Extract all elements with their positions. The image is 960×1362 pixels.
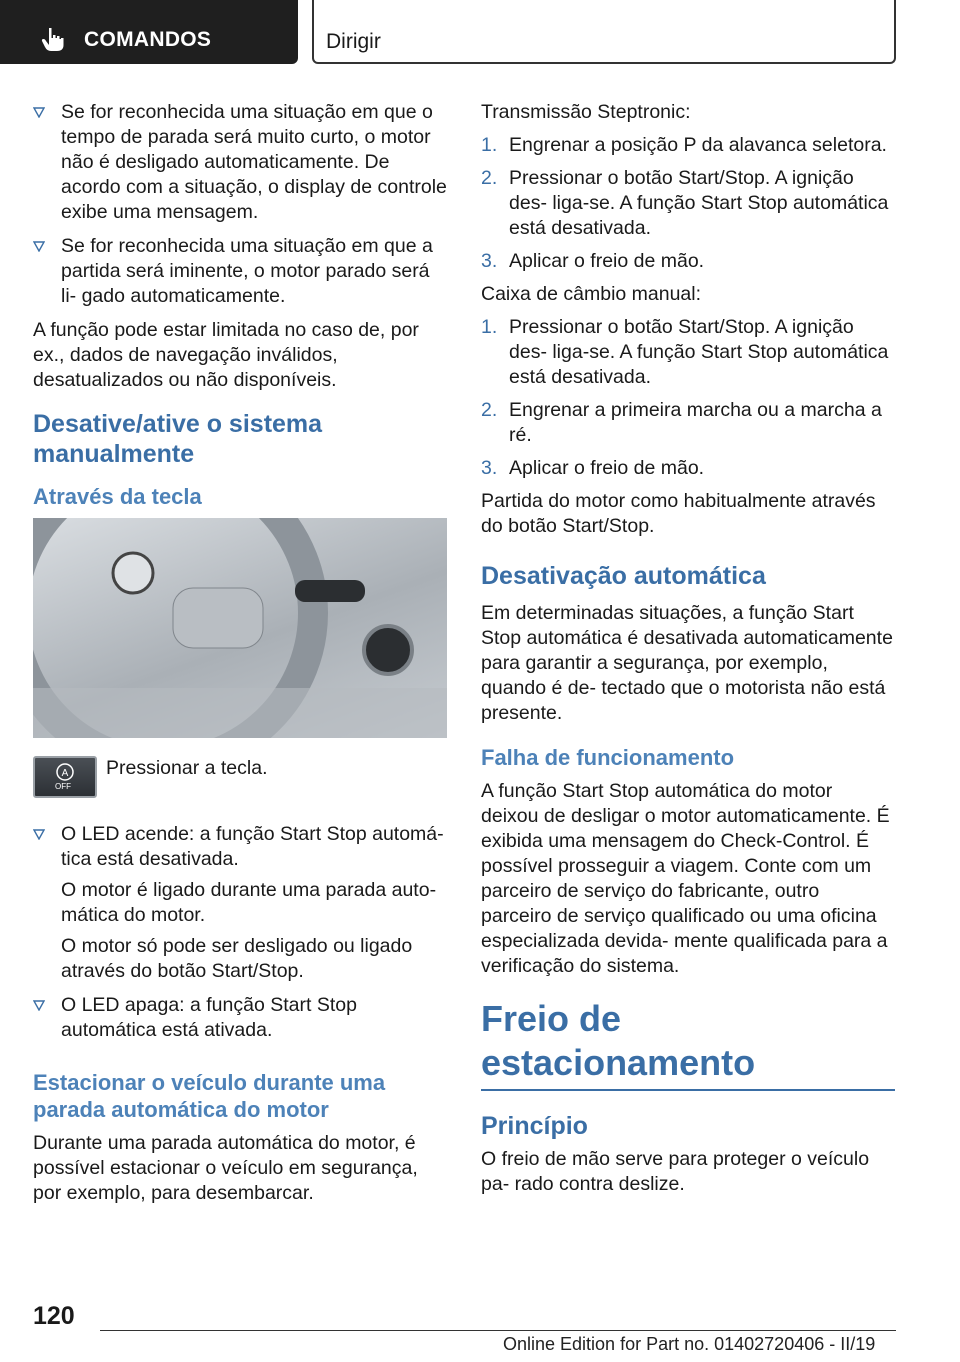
svg-text:A: A <box>61 768 69 779</box>
triangle-bullet-icon <box>33 107 45 118</box>
sub-paragraph: O motor só pode ser desligado ou ligado através do botão Start/Stop. <box>61 935 413 982</box>
bullet-item: Se for reconhecida uma situação em que o tempo de parada será muito curto, o motor não é desligado automaticamente. De acordo com a situação, o display de controle exibe uma mensagem. <box>33 100 447 225</box>
list-item: 1. Pressionar o botão Start/Stop. A ignição des‐ liga-se. A função Start Stop automática está desativada. <box>481 316 889 388</box>
bullet-item: O LED apaga: a função Start Stop automática está ativada. <box>33 993 447 1043</box>
button-caption: Pressionar a tecla. <box>106 757 268 779</box>
list-item: 2. Pressionar o botão Start/Stop. A ignição des‐ liga-se. A função Start Stop automática está desativada. <box>481 167 889 239</box>
paragraph: Durante uma parada automática do motor, é possível estacionar o veículo em segurança, por exemplo, para desembarcar. <box>33 1132 418 1204</box>
list-item: 3. Aplicar o freio de mão. <box>481 250 705 272</box>
edition-text: Online Edition for Part no. 01402720406 - II/19 <box>503 1334 876 1354</box>
heading-freio: Freio de estacionamento <box>481 997 895 1091</box>
list-item: 3. Aplicar o freio de mão. <box>481 457 705 479</box>
start-stop-off-button <box>33 756 97 798</box>
off-label: OFF <box>55 782 71 791</box>
paragraph: O freio de mão serve para proteger o veículo pa‐ rado contra deslize. <box>481 1148 870 1195</box>
sub-paragraph: O motor é ligado durante uma parada auto‐ mática do motor. <box>61 879 437 926</box>
chapter-title: COMANDOS <box>84 28 212 51</box>
footer-divider <box>100 1330 896 1331</box>
section-title: Dirigir <box>326 30 381 53</box>
section-tab <box>312 0 896 64</box>
bullet-item: Se for reconhecida uma situação em que a partida será iminente, o motor parado será li‐ gado automaticamente. <box>33 234 447 309</box>
heading-desativacao: Desativação automática <box>481 562 766 590</box>
triangle-bullet-icon <box>33 1000 45 1011</box>
triangle-bullet-icon <box>33 829 45 840</box>
list-item: 1. Engrenar a posição P da alavanca seletora. <box>481 134 887 156</box>
heading-manual: Desative/ative o sistema manualmente <box>33 410 323 468</box>
heading-falha: Falha de funcionamento <box>481 745 735 770</box>
manual-label: Caixa de câmbio manual: <box>481 283 702 305</box>
button-instruction <box>33 756 447 814</box>
paragraph: Em determinadas situações, a função Start Stop automática é desativada automaticamente para garantir a segurança, por exemplo, quando é de‐ tectado que o motorista não está presente. <box>481 602 893 724</box>
list-item: 2. Engrenar a primeira marcha ou a marcha a ré. <box>481 399 882 446</box>
steering-wheel-illustration <box>33 518 447 738</box>
paragraph: A função Start Stop automática do motor deixou de desligar o motor automaticamente. É exibida uma mensagem do Check-Control. É possível prosseguir a viagem. Conte com um parceiro de serviço do fabricante, outro parceiro de serviço qualificado ou uma oficina especializada devida‐ mente qualificada para a verificação do sistema. <box>481 780 890 977</box>
paragraph: Partida do motor como habitualmente através do botão Start/Stop. <box>481 490 876 537</box>
heading-estacionar: Estacionar o veículo durante uma parada automática do motor <box>33 1070 386 1122</box>
page-number: 120 <box>33 1302 75 1330</box>
steptronic-label: Transmissão Steptronic: <box>481 101 691 123</box>
triangle-bullet-icon <box>33 241 45 252</box>
right-column <box>481 100 895 1205</box>
bullet-item: O LED acende: a função Start Stop automá‐ tica está desativada. O motor é ligado durante uma parada auto‐ mática do motor. O motor só pode ser desligado ou ligado através do botão Start/Stop. <box>33 822 447 984</box>
paragraph: A função pode estar limitada no caso de, por ex., dados de navegação inválidos, desatualizados ou não disponíveis. <box>33 319 419 391</box>
heading-principio: Princípio <box>481 1112 588 1140</box>
steering-wheel-photo <box>33 518 447 738</box>
heading-tecla: Através da tecla <box>33 484 202 509</box>
left-column <box>33 100 447 1214</box>
chapter-tab <box>0 0 298 64</box>
hand-pointer-icon <box>40 26 66 52</box>
